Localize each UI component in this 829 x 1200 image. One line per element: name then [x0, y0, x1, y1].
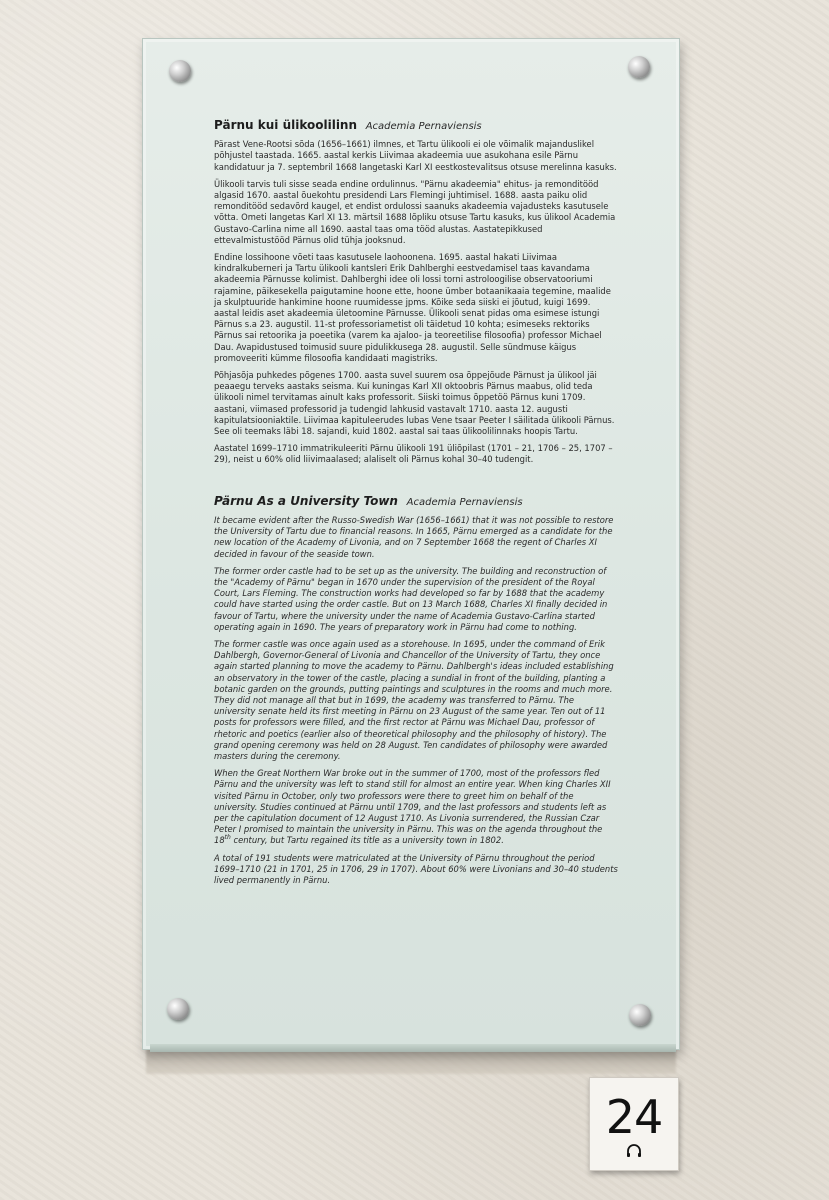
english-paragraph — [214, 768, 618, 846]
english-paragraph: The former castle was once again used as a storehouse. In 1695, under the command of Erik Dahlbergh, Governor-General of Livonia and Chancellor of the University of Tartu, they once again started planning to move the academy to Pärnu. Dahlbergh's ideas included establishing an observatory in the tower of the castle, placing a sundial in front of the building, planting a botanic garden on the grounds, putting paintings and sculptures in the rooms and much more. They did not manage all that but in 1699, the academy was transferred to Pärnu. The university senate held its first meeting in Pärnu on 23 August of the same year. Ten out of 11 posts for professors were filled, and the first rector at Pärnu was Michael Dau, professor of rhetoric and poetics (earlier also of theoretical philosophy and the philosophy of history). The grand opening ceremony was held on 28 August. Ten candidates of philosophy were awarded masters during the ceremony. — [214, 638, 614, 761]
english-paragraph: A total of 191 students were matriculated at the University of Pärnu throughout the period 1699–1710 (21 in 1701, 25 in 1706, 29 in 1707). About 60% were Livonians and 30–40 students lived permanently in Pärnu. — [214, 852, 618, 885]
screw-bottom-right-icon — [629, 1004, 651, 1026]
english-paragraph-text: century, but Tartu regained its title as a university town in 1802. — [230, 835, 504, 846]
estonian-section — [214, 120, 618, 466]
english-section — [214, 493, 618, 887]
headphones-icon — [626, 1144, 642, 1158]
english-paragraph-text: When the Great Northern War broke out in the summer of 1700, most of the professors fled Pärnu and the university was left to stand still for almost an entire year. When king Charles XII visited Pärnu in October, only two professors were there to greet him on behalf of the university. Studies continued at Pärnu until 1709, and the last professors and students left as per the capitulation document of 12 August 1710. As Livonia surrendered, the Russian Czar Peter I promised to maintain the university in Pärnu. This was on the agenda throughout the 18 — [214, 768, 611, 846]
english-title-row — [214, 493, 618, 508]
english-paragraph: It became evident after the Russo-Swedish War (1656–1661) that it was not possible to restore the University of Tartu due to financial reasons. In 1665, Pärnu emerged as a candidate for the new location of the Academy of Livonia, and on 7 September 1668 the regent of Charles XI decided in favour of the seaside town. — [214, 514, 614, 559]
ordinal-suffix: th — [224, 834, 231, 842]
estonian-paragraph: Põhjasõja puhkedes põgenes 1700. aasta suvel suurem osa õppejõude Pärnust ja ülikool jäi peaaegu terveks aastaks seisma. Kui kuningas Karl XII oktoobris Pärnus maabus, olid teda ülikooli nimel tervitamas ainult kaks professorit. Siiski toimus õppetöö Pärnus kuni 1709. aastani, viimased professorid ja tudengid lahkusid vastavalt 1710. aasta 12. augusti kapitulatsiooniaktile. Liivimaa kapituleerudes lubas Vene tsaar Peeter I säilitada ülikooli Pärnus. See oli teemaks läbi 18. sajandi, kuid 1802. aastal sai taas ülikoolilinnaks hoopis Tartu. — [214, 370, 615, 437]
screw-top-left-icon — [169, 60, 191, 82]
screw-bottom-left-icon — [167, 998, 189, 1020]
english-paragraph: The former order castle had to be set up as the university. The building and reconstruction of the "Academy of Pärnu" began in 1670 under the supervision of the president of the Royal Court, Lars Fleming. The construction works had developed so far by 1688 that the academy could have started using the order castle. But on 13 March 1688, Charles XI finally decided in favour of Tartu, where the university under the name of Academia Gustavo-Carlina started operating again in 1690. The years of preparatory work in Pärnu had come to nothing. — [214, 565, 608, 632]
estonian-paragraph: Endine lossihoone võeti taas kasutusele laohoonena. 1695. aastal hakati Liivimaa kindralkuberneri ja Tartu ülikooli kantsleri Erik Dahlberghi eestvedamisel taas kavandama akadeemia Pärnusse kolimist. Dahlberghi idee oli lossi torni astroloogilise observatooriumi rajamine, päikesekella paigutamine hoone ette, hoone ümber botaanikaaia tegemine, maalide ja skulptuuride hankimine hoone ruumidesse jpms. Kõike seda siiski ei jõutud, kuigi 1699. aastal leidis aset akadeemia ületoomine Pärnusse. Ülikooli senat pidas oma esimese istungi Pärnus s.a 23. augustil. 11-st professoriametist oli täidetud 10 kohta; esimeseks rektoriks Pärnus sai retoorika ja poeetika (varem ka ajaloo- ja teoreetilise filosoofia) professor Michael Dau. Avapidustused toimusid suure pidulikkusega 28. augustil. Selle sündmuse käigus promoveeriti kümme filosoofia kandidaati magistriks. — [214, 252, 611, 363]
estonian-subtitle: Academia Pernaviensis — [365, 121, 482, 132]
english-subtitle: Academia Pernaviensis — [406, 496, 523, 508]
estonian-title: Pärnu kui ülikoolilinn — [214, 118, 358, 132]
estonian-title-row — [214, 120, 618, 132]
plaque-text-content — [214, 120, 618, 892]
estonian-paragraph: Ülikooli tarvis tuli sisse seada endine ordulinnus. "Pärnu akadeemia" ehitus- ja remonditööd algasid 1670. aastal õuekohtu presidendi Lars Flemingi juhtimisel. 1688. aasta paiku olid remonditööd sedavõrd kaugel, et endist ordulossi saanuks akadeemia vajadusteks kasutusele võtta. Ometi langetas Karl XI 13. märtsil 1688 lõpliku otsuse Tartu kasuks, kus ülikool Academia Gustavo-Carlina nime all 1690. aastal taas oma tööd alustas. Aastatepikkused ettevalmistustööd Pärnus olid tühja jooksnud. — [214, 178, 616, 245]
audio-guide-tag — [589, 1077, 679, 1171]
english-title: Pärnu As a University Town — [214, 493, 398, 508]
estonian-paragraph: Aastatel 1699–1710 immatrikuleeriti Pärnu ülikooli 191 üliõpilast (1701 – 21, 1706 – 25, 1707 – 29), neist u 60% olid liivimaalased; alaliselt oli Pärnus kohal 30–40 tudengit. — [214, 443, 613, 465]
estonian-paragraph: Pärast Vene-Rootsi sõda (1656–1661) ilmnes, et Tartu ülikooli ei ole võimalik majanduslikel põhjustel taastada. 1665. aastal kerkis Liivimaa akadeemia uue asukohana esile Pärnu kandidatuur ja 7. septembril 1668 langetaski Karl XI eestkostevalitsus otsuse merelinna kasuks. — [214, 139, 617, 172]
glass-bottom-edge — [150, 1044, 676, 1052]
audio-guide-number: 24 — [605, 1090, 663, 1144]
screw-top-right-icon — [628, 56, 650, 78]
